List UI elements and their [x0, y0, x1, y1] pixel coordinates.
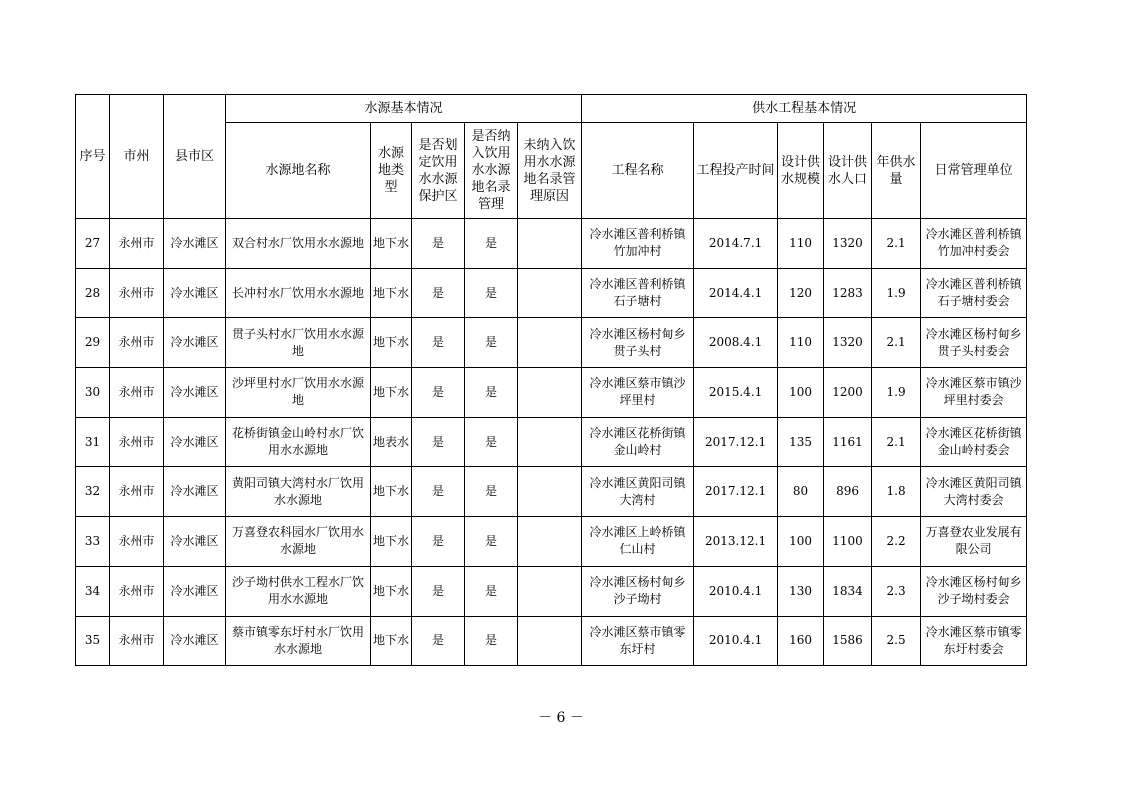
cell-listed: 是 — [465, 517, 518, 567]
cell-source-type: 地下水 — [371, 268, 412, 318]
cell-protected: 是 — [412, 566, 465, 616]
cell-manager: 冷水滩区杨村甸乡贯子头村委会 — [921, 318, 1027, 368]
cell-design-scale: 100 — [778, 368, 824, 418]
cell-seq: 34 — [76, 566, 110, 616]
cell-annual-supply: 2.3 — [872, 566, 921, 616]
cell-design-pop: 1320 — [824, 219, 872, 269]
table-row — [76, 417, 1027, 467]
cell-annual-supply: 2.1 — [872, 219, 921, 269]
cell-city: 永州市 — [110, 368, 164, 418]
col-city-header: 市州 — [110, 95, 164, 219]
table-row — [76, 467, 1027, 517]
cell-seq: 32 — [76, 467, 110, 517]
cell-start-date: 2008.4.1 — [694, 318, 778, 368]
cell-design-pop: 896 — [824, 467, 872, 517]
col-design-scale-header: 设计供水规模 — [778, 123, 824, 219]
cell-design-pop: 1200 — [824, 368, 872, 418]
cell-manager: 冷水滩区蔡市镇沙坪里村委会 — [921, 368, 1027, 418]
cell-source-type: 地下水 — [371, 318, 412, 368]
cell-city: 永州市 — [110, 268, 164, 318]
cell-county: 冷水滩区 — [164, 417, 226, 467]
cell-project-name: 冷水滩区花桥街镇金山岭村 — [582, 417, 694, 467]
cell-design-pop: 1320 — [824, 318, 872, 368]
col-listed-header: 是否纳入饮用水水源地名录管理 — [465, 123, 518, 219]
cell-design-scale: 120 — [778, 268, 824, 318]
table-row — [76, 566, 1027, 616]
cell-project-name: 冷水滩区普利桥镇石子塘村 — [582, 268, 694, 318]
cell-listed: 是 — [465, 566, 518, 616]
cell-manager: 冷水滩区蔡市镇零东圩村委会 — [921, 616, 1027, 666]
cell-annual-supply: 2.5 — [872, 616, 921, 666]
cell-city: 永州市 — [110, 616, 164, 666]
cell-design-pop: 1283 — [824, 268, 872, 318]
cell-project-name: 冷水滩区上岭桥镇仁山村 — [582, 517, 694, 567]
cell-annual-supply: 1.9 — [872, 268, 921, 318]
cell-start-date: 2017.12.1 — [694, 417, 778, 467]
cell-listed: 是 — [465, 417, 518, 467]
cell-start-date: 2013.12.1 — [694, 517, 778, 567]
cell-source-name: 长冲村水厂饮用水水源地 — [226, 268, 371, 318]
cell-annual-supply: 2.1 — [872, 417, 921, 467]
cell-manager: 冷水滩区普利桥镇竹加冲村委会 — [921, 219, 1027, 269]
cell-project-name: 冷水滩区普利桥镇竹加冲村 — [582, 219, 694, 269]
table-row — [76, 616, 1027, 666]
water-source-table — [75, 94, 1027, 666]
cell-design-scale: 110 — [778, 219, 824, 269]
cell-project-name: 冷水滩区黄阳司镇大湾村 — [582, 467, 694, 517]
cell-listed: 是 — [465, 368, 518, 418]
cell-design-scale: 160 — [778, 616, 824, 666]
cell-city: 永州市 — [110, 517, 164, 567]
cell-start-date: 2014.7.1 — [694, 219, 778, 269]
cell-annual-supply: 1.9 — [872, 368, 921, 418]
cell-seq: 33 — [76, 517, 110, 567]
cell-protected: 是 — [412, 318, 465, 368]
cell-manager: 冷水滩区花桥街镇金山岭村委会 — [921, 417, 1027, 467]
group-source-header: 水源基本情况 — [226, 95, 582, 123]
group-supply-header: 供水工程基本情况 — [582, 95, 1027, 123]
col-unlisted-reason-header: 未纳入饮用水水源地名录管理原因 — [518, 123, 582, 219]
cell-design-scale: 110 — [778, 318, 824, 368]
table-row — [76, 219, 1027, 269]
cell-source-type: 地下水 — [371, 566, 412, 616]
cell-source-name: 蔡市镇零东圩村水厂饮用水水源地 — [226, 616, 371, 666]
table-row — [76, 318, 1027, 368]
cell-source-name: 黄阳司镇大湾村水厂饮用水水源地 — [226, 467, 371, 517]
cell-unlisted-reason — [518, 268, 582, 318]
cell-protected: 是 — [412, 467, 465, 517]
table-row — [76, 517, 1027, 567]
cell-source-type: 地下水 — [371, 517, 412, 567]
cell-source-name: 沙子坳村供水工程水厂饮用水水源地 — [226, 566, 371, 616]
col-source-type-header: 水源地类型 — [371, 123, 412, 219]
cell-seq: 29 — [76, 318, 110, 368]
cell-protected: 是 — [412, 417, 465, 467]
col-annual-supply-header: 年供水量 — [872, 123, 921, 219]
cell-county: 冷水滩区 — [164, 566, 226, 616]
cell-design-pop: 1161 — [824, 417, 872, 467]
col-manager-header: 日常管理单位 — [921, 123, 1027, 219]
cell-manager: 冷水滩区杨村甸乡沙子坳村委会 — [921, 566, 1027, 616]
cell-design-scale: 80 — [778, 467, 824, 517]
cell-unlisted-reason — [518, 616, 582, 666]
cell-county: 冷水滩区 — [164, 467, 226, 517]
cell-start-date: 2015.4.1 — [694, 368, 778, 418]
cell-unlisted-reason — [518, 318, 582, 368]
cell-city: 永州市 — [110, 219, 164, 269]
cell-city: 永州市 — [110, 318, 164, 368]
cell-seq: 27 — [76, 219, 110, 269]
cell-protected: 是 — [412, 219, 465, 269]
col-design-pop-header: 设计供水人口 — [824, 123, 872, 219]
cell-source-name: 双合村水厂饮用水水源地 — [226, 219, 371, 269]
cell-county: 冷水滩区 — [164, 517, 226, 567]
col-county-header: 县市区 — [164, 95, 226, 219]
cell-county: 冷水滩区 — [164, 368, 226, 418]
cell-start-date: 2014.4.1 — [694, 268, 778, 318]
cell-source-type: 地下水 — [371, 616, 412, 666]
table-body — [76, 219, 1027, 666]
cell-start-date: 2017.12.1 — [694, 467, 778, 517]
cell-project-name: 冷水滩区杨村甸乡沙子坳村 — [582, 566, 694, 616]
col-seq-header: 序号 — [76, 95, 110, 219]
cell-county: 冷水滩区 — [164, 219, 226, 269]
cell-protected: 是 — [412, 616, 465, 666]
cell-listed: 是 — [465, 467, 518, 517]
cell-city: 永州市 — [110, 566, 164, 616]
col-source-name-header: 水源地名称 — [226, 123, 371, 219]
cell-county: 冷水滩区 — [164, 318, 226, 368]
cell-county: 冷水滩区 — [164, 616, 226, 666]
cell-manager: 万喜登农业发展有限公司 — [921, 517, 1027, 567]
col-protected-header: 是否划定饮用水水源保护区 — [412, 123, 465, 219]
cell-listed: 是 — [465, 318, 518, 368]
cell-project-name: 冷水滩区杨村甸乡贯子头村 — [582, 318, 694, 368]
cell-design-pop: 1834 — [824, 566, 872, 616]
cell-seq: 31 — [76, 417, 110, 467]
cell-unlisted-reason — [518, 517, 582, 567]
cell-manager: 冷水滩区普利桥镇石子塘村委会 — [921, 268, 1027, 318]
cell-annual-supply: 1.8 — [872, 467, 921, 517]
cell-unlisted-reason — [518, 417, 582, 467]
cell-protected: 是 — [412, 517, 465, 567]
cell-source-name: 万喜登农科园水厂饮用水水源地 — [226, 517, 371, 567]
cell-design-scale: 100 — [778, 517, 824, 567]
cell-source-type: 地下水 — [371, 467, 412, 517]
cell-listed: 是 — [465, 616, 518, 666]
cell-city: 永州市 — [110, 467, 164, 517]
cell-source-name: 花桥街镇金山岭村水厂饮用水水源地 — [226, 417, 371, 467]
table-row — [76, 268, 1027, 318]
cell-manager: 冷水滩区黄阳司镇大湾村委会 — [921, 467, 1027, 517]
cell-county: 冷水滩区 — [164, 268, 226, 318]
cell-listed: 是 — [465, 219, 518, 269]
cell-source-type: 地表水 — [371, 417, 412, 467]
cell-design-pop: 1100 — [824, 517, 872, 567]
cell-project-name: 冷水滩区蔡市镇沙坪里村 — [582, 368, 694, 418]
cell-unlisted-reason — [518, 467, 582, 517]
cell-city: 永州市 — [110, 417, 164, 467]
cell-annual-supply: 2.2 — [872, 517, 921, 567]
cell-start-date: 2010.4.1 — [694, 616, 778, 666]
page-number: － 6 － — [538, 710, 584, 726]
cell-protected: 是 — [412, 368, 465, 418]
cell-seq: 35 — [76, 616, 110, 666]
cell-unlisted-reason — [518, 219, 582, 269]
cell-design-scale: 130 — [778, 566, 824, 616]
table-row — [76, 368, 1027, 418]
col-start-date-header: 工程投产时间 — [694, 123, 778, 219]
cell-seq: 30 — [76, 368, 110, 418]
cell-start-date: 2010.4.1 — [694, 566, 778, 616]
cell-listed: 是 — [465, 268, 518, 318]
header-row-group — [76, 95, 1027, 123]
cell-annual-supply: 2.1 — [872, 318, 921, 368]
col-project-name-header: 工程名称 — [582, 123, 694, 219]
cell-project-name: 冷水滩区蔡市镇零东圩村 — [582, 616, 694, 666]
cell-seq: 28 — [76, 268, 110, 318]
cell-source-name: 沙坪里村水厂饮用水水源地 — [226, 368, 371, 418]
cell-unlisted-reason — [518, 566, 582, 616]
cell-source-type: 地下水 — [371, 219, 412, 269]
cell-protected: 是 — [412, 268, 465, 318]
cell-source-name: 贯子头村水厂饮用水水源地 — [226, 318, 371, 368]
cell-design-pop: 1586 — [824, 616, 872, 666]
cell-source-type: 地下水 — [371, 368, 412, 418]
cell-design-scale: 135 — [778, 417, 824, 467]
cell-unlisted-reason — [518, 368, 582, 418]
